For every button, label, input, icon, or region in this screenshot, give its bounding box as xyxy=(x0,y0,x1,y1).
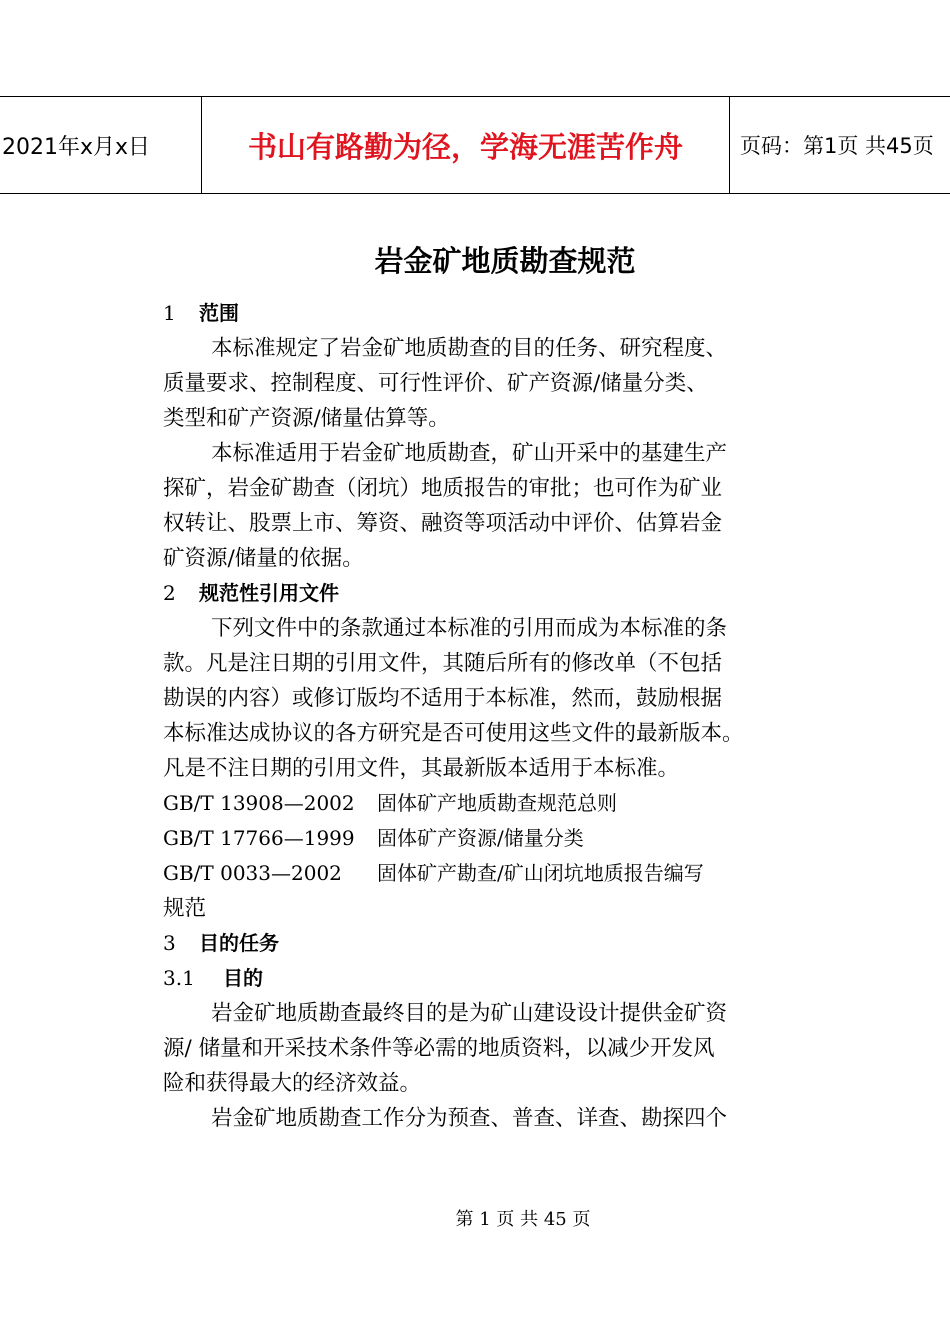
reference-name: 固体矿产地质勘查规范总则 xyxy=(377,791,617,815)
paragraph-line: 险和获得最大的经济效益。 xyxy=(163,1071,422,1096)
section-heading-1 xyxy=(163,296,808,331)
paragraph-line: 本标准规定了岩金矿地质勘查的目的任务、研究程度、 xyxy=(211,336,728,361)
section-number: 1 xyxy=(163,301,176,325)
section-title: 目的 xyxy=(223,966,263,990)
page-footer: 第 1 页 共 45 页 xyxy=(455,1209,591,1230)
paragraph-line: 本标准适用于岩金矿地质勘查，矿山开采中的基建生产 xyxy=(211,441,728,466)
section-number: 3 xyxy=(163,931,176,955)
paragraph-line: 岩金矿地质勘查最终目的是为矿山建设设计提供金矿资 xyxy=(211,1001,728,1026)
section-heading-3-1 xyxy=(163,961,808,996)
paragraph-line: 矿资源/储量的依据。 xyxy=(163,546,364,571)
reference-code: GB/T 13908—2002 xyxy=(163,791,355,815)
paragraph-line: 款。凡是注日期的引用文件，其随后所有的修改单（不包括 xyxy=(163,651,723,676)
paragraph-line: 权转让、股票上市、筹资、融资等项活动中评价、估算岩金 xyxy=(163,511,723,536)
paragraph-line: 岩金矿地质勘查工作分为预查、普查、详查、勘探四个 xyxy=(211,1106,728,1131)
paragraph-line: 下列文件中的条款通过本标准的引用而成为本标准的条 xyxy=(211,616,728,641)
reference-item xyxy=(163,856,808,891)
paragraph-line: 源/ 储量和开采技术条件等必需的地质资料，以减少开发风 xyxy=(163,1036,715,1061)
reference-wrap-line: 规范 xyxy=(163,896,207,921)
paragraph-line: 勘误的内容）或修订版均不适用于本标准，然而，鼓励根据 xyxy=(163,686,723,711)
header-date: 2021年x月x日 xyxy=(2,134,151,160)
header-page-info: 页码：第1页 共45页 xyxy=(740,134,934,158)
section-title: 规范性引用文件 xyxy=(199,581,339,605)
reference-name: 固体矿产资源/储量分类 xyxy=(377,826,584,850)
section-heading-3 xyxy=(163,926,808,961)
section-title: 目的任务 xyxy=(199,931,279,955)
paragraph-line: 探矿，岩金矿勘查（闭坑）地质报告的审批；也可作为矿业 xyxy=(163,476,723,501)
document-title: 岩金矿地质勘查规范 xyxy=(374,244,636,278)
reference-code: GB/T 0033—2002 xyxy=(163,861,342,885)
section-number: 3.1 xyxy=(163,966,195,990)
reference-name: 固体矿产勘查/矿山闭坑地质报告编写 xyxy=(377,861,704,885)
reference-item xyxy=(163,786,808,821)
reference-code: GB/T 17766—1999 xyxy=(163,826,355,850)
paragraph-line: 凡是不注日期的引用文件，其最新版本适用于本标准。 xyxy=(163,756,680,781)
section-heading-2 xyxy=(163,576,808,611)
paragraph-line: 本标准达成协议的各方研究是否可使用这些文件的最新版本。 xyxy=(163,721,744,746)
reference-item xyxy=(163,821,808,856)
header-motto: 书山有路勤为径，学海无涯苦作舟 xyxy=(201,97,730,193)
paragraph-line: 质量要求、控制程度、可行性评价、矿产资源/储量分类、 xyxy=(163,371,708,396)
document-body xyxy=(163,296,808,1136)
section-title: 范围 xyxy=(199,301,239,325)
page-header xyxy=(0,96,950,194)
paragraph-line: 类型和矿产资源/储量估算等。 xyxy=(163,406,450,431)
section-number: 2 xyxy=(163,581,176,605)
